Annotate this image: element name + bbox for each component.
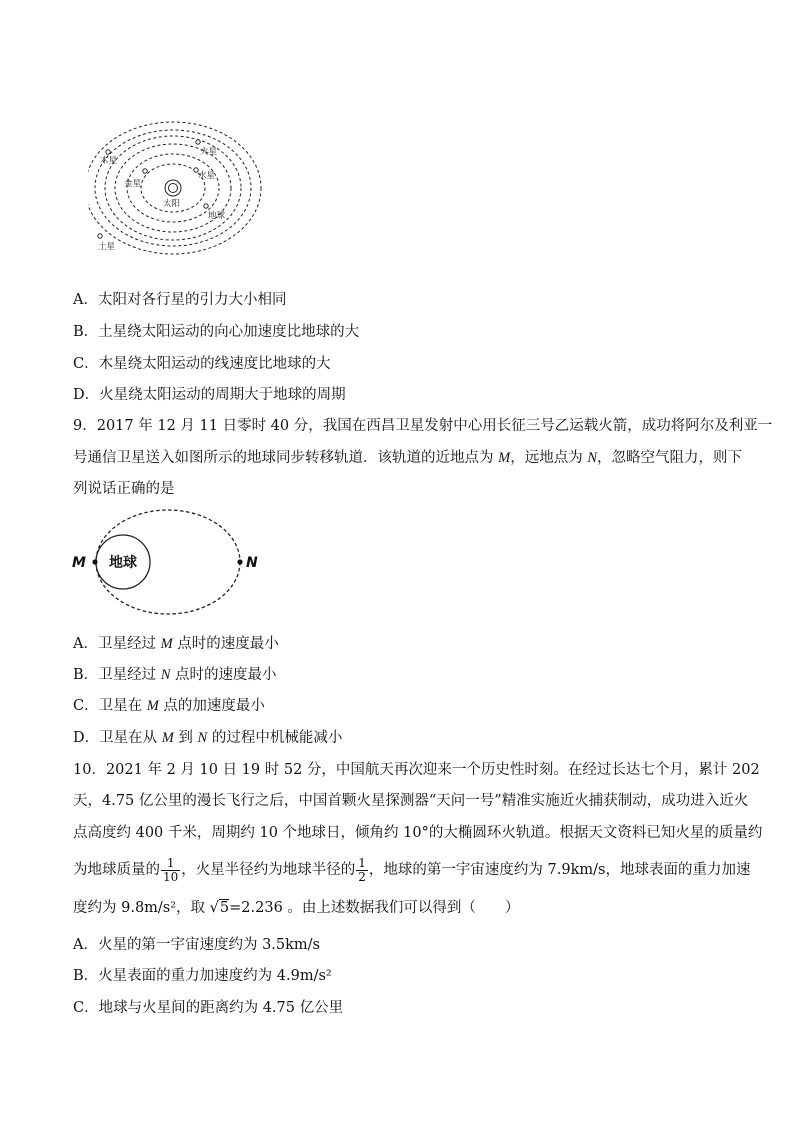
point-m	[92, 559, 97, 564]
sun	[165, 180, 181, 196]
q10-option-a: A．火星的第一宇宙速度约为 3.5km/s	[73, 937, 321, 953]
q9-stem-line-2: 号通信卫星送入如图所示的地球同步转移轨道．该轨道的近地点为 M，远地点为 N，忽略空气阻力，则下	[73, 450, 742, 466]
q9-stem-line-1: 9．2017 年 12 月 11 日零时 40 分，我国在西昌卫星发射中心用长征三号乙运载火箭，成功将阿尔及利亚一	[73, 418, 773, 434]
q10-stem-line-3: 点高度约 400 千米，周期约 10 个地球日，倾角约 10°的大椭圆环火轨道。根据天文资料已知火星的质量约	[73, 825, 763, 841]
q10-stem-line-1: 10．2021 年 2 月 10 日 19 时 52 分，中国航天再次迎来一个历史性时刻。在经过长达七个月，累计 202	[73, 762, 760, 778]
planet-saturn	[98, 234, 102, 238]
q9-option-a: A．卫星经过 M 点时的速度最小	[73, 636, 279, 652]
q9-option-d: D．卫星在从 M 到 N 的过程中机械能减小	[73, 730, 343, 746]
q10-stem-line-4: 为地球质量的 $\frac{1}{10}$ ，火星半径约为地球半径的 $\frac{1}{2}$ ，地球的第一宇宙速度约为 7.9km/s，地球表面的重力加速	[73, 855, 751, 884]
orbit-saturn	[88, 122, 261, 254]
fraction-one-tenth: $\frac{1}{10}$	[163, 855, 179, 884]
planet-venus	[143, 169, 147, 173]
q8-option-b: B．土星绕太阳运动的向心加速度比地球的大	[73, 324, 360, 340]
transfer-orbit-diagram	[70, 505, 270, 620]
label-earth: 地球	[208, 211, 226, 221]
planet-jupiter	[106, 150, 110, 154]
q10-option-c: C．地球与火星间的距离约为 4.75 亿公里	[73, 1000, 344, 1016]
planet-earth	[204, 204, 208, 208]
label-mercury: 水星	[198, 171, 216, 181]
label-sun: 太阳	[163, 199, 181, 209]
q9-option-b: B．卫星经过 N 点时的速度最小	[73, 667, 277, 683]
label-saturn: 土星	[98, 242, 116, 252]
q10-stem-line-5: 度约为 9.8m/s²，取 √5=2.236 。由上述数据我们可以得到（ ）	[73, 900, 520, 916]
q8-option-a: A．太阳对各行星的引力大小相同	[73, 292, 287, 308]
q8-option-c: C．木星绕太阳运动的线速度比地球的大	[73, 356, 331, 372]
q9-option-c: C．卫星在 M 点的加速度最小	[73, 698, 265, 714]
planet-mars	[196, 140, 200, 144]
orbit-jupiter	[95, 130, 251, 246]
fraction-one-half: $\frac{1}{2}$	[358, 855, 366, 884]
q8-option-d: D．火星绕太阳运动的周期大于地球的周期	[73, 387, 346, 403]
q10-option-b: B．火星表面的重力加速度约为 4.9m/s²	[73, 968, 332, 984]
label-mars: 火星	[200, 147, 218, 157]
label-m: M	[72, 555, 86, 571]
point-n	[237, 559, 242, 564]
q10-stem-line-2: 天，4.75 亿公里的漫长飞行之后，中国首颗火星探测器“天问一号”精准实施近火捕获制动，成功进入近火	[73, 793, 749, 809]
label-n: N	[246, 555, 258, 571]
label-venus: 金星	[124, 179, 142, 189]
earth-label: 地球	[109, 555, 137, 571]
q9-stem-line-3: 列说话正确的是	[73, 481, 175, 497]
label-jupiter: 木星	[100, 156, 118, 166]
solar-system-diagram	[88, 118, 273, 258]
